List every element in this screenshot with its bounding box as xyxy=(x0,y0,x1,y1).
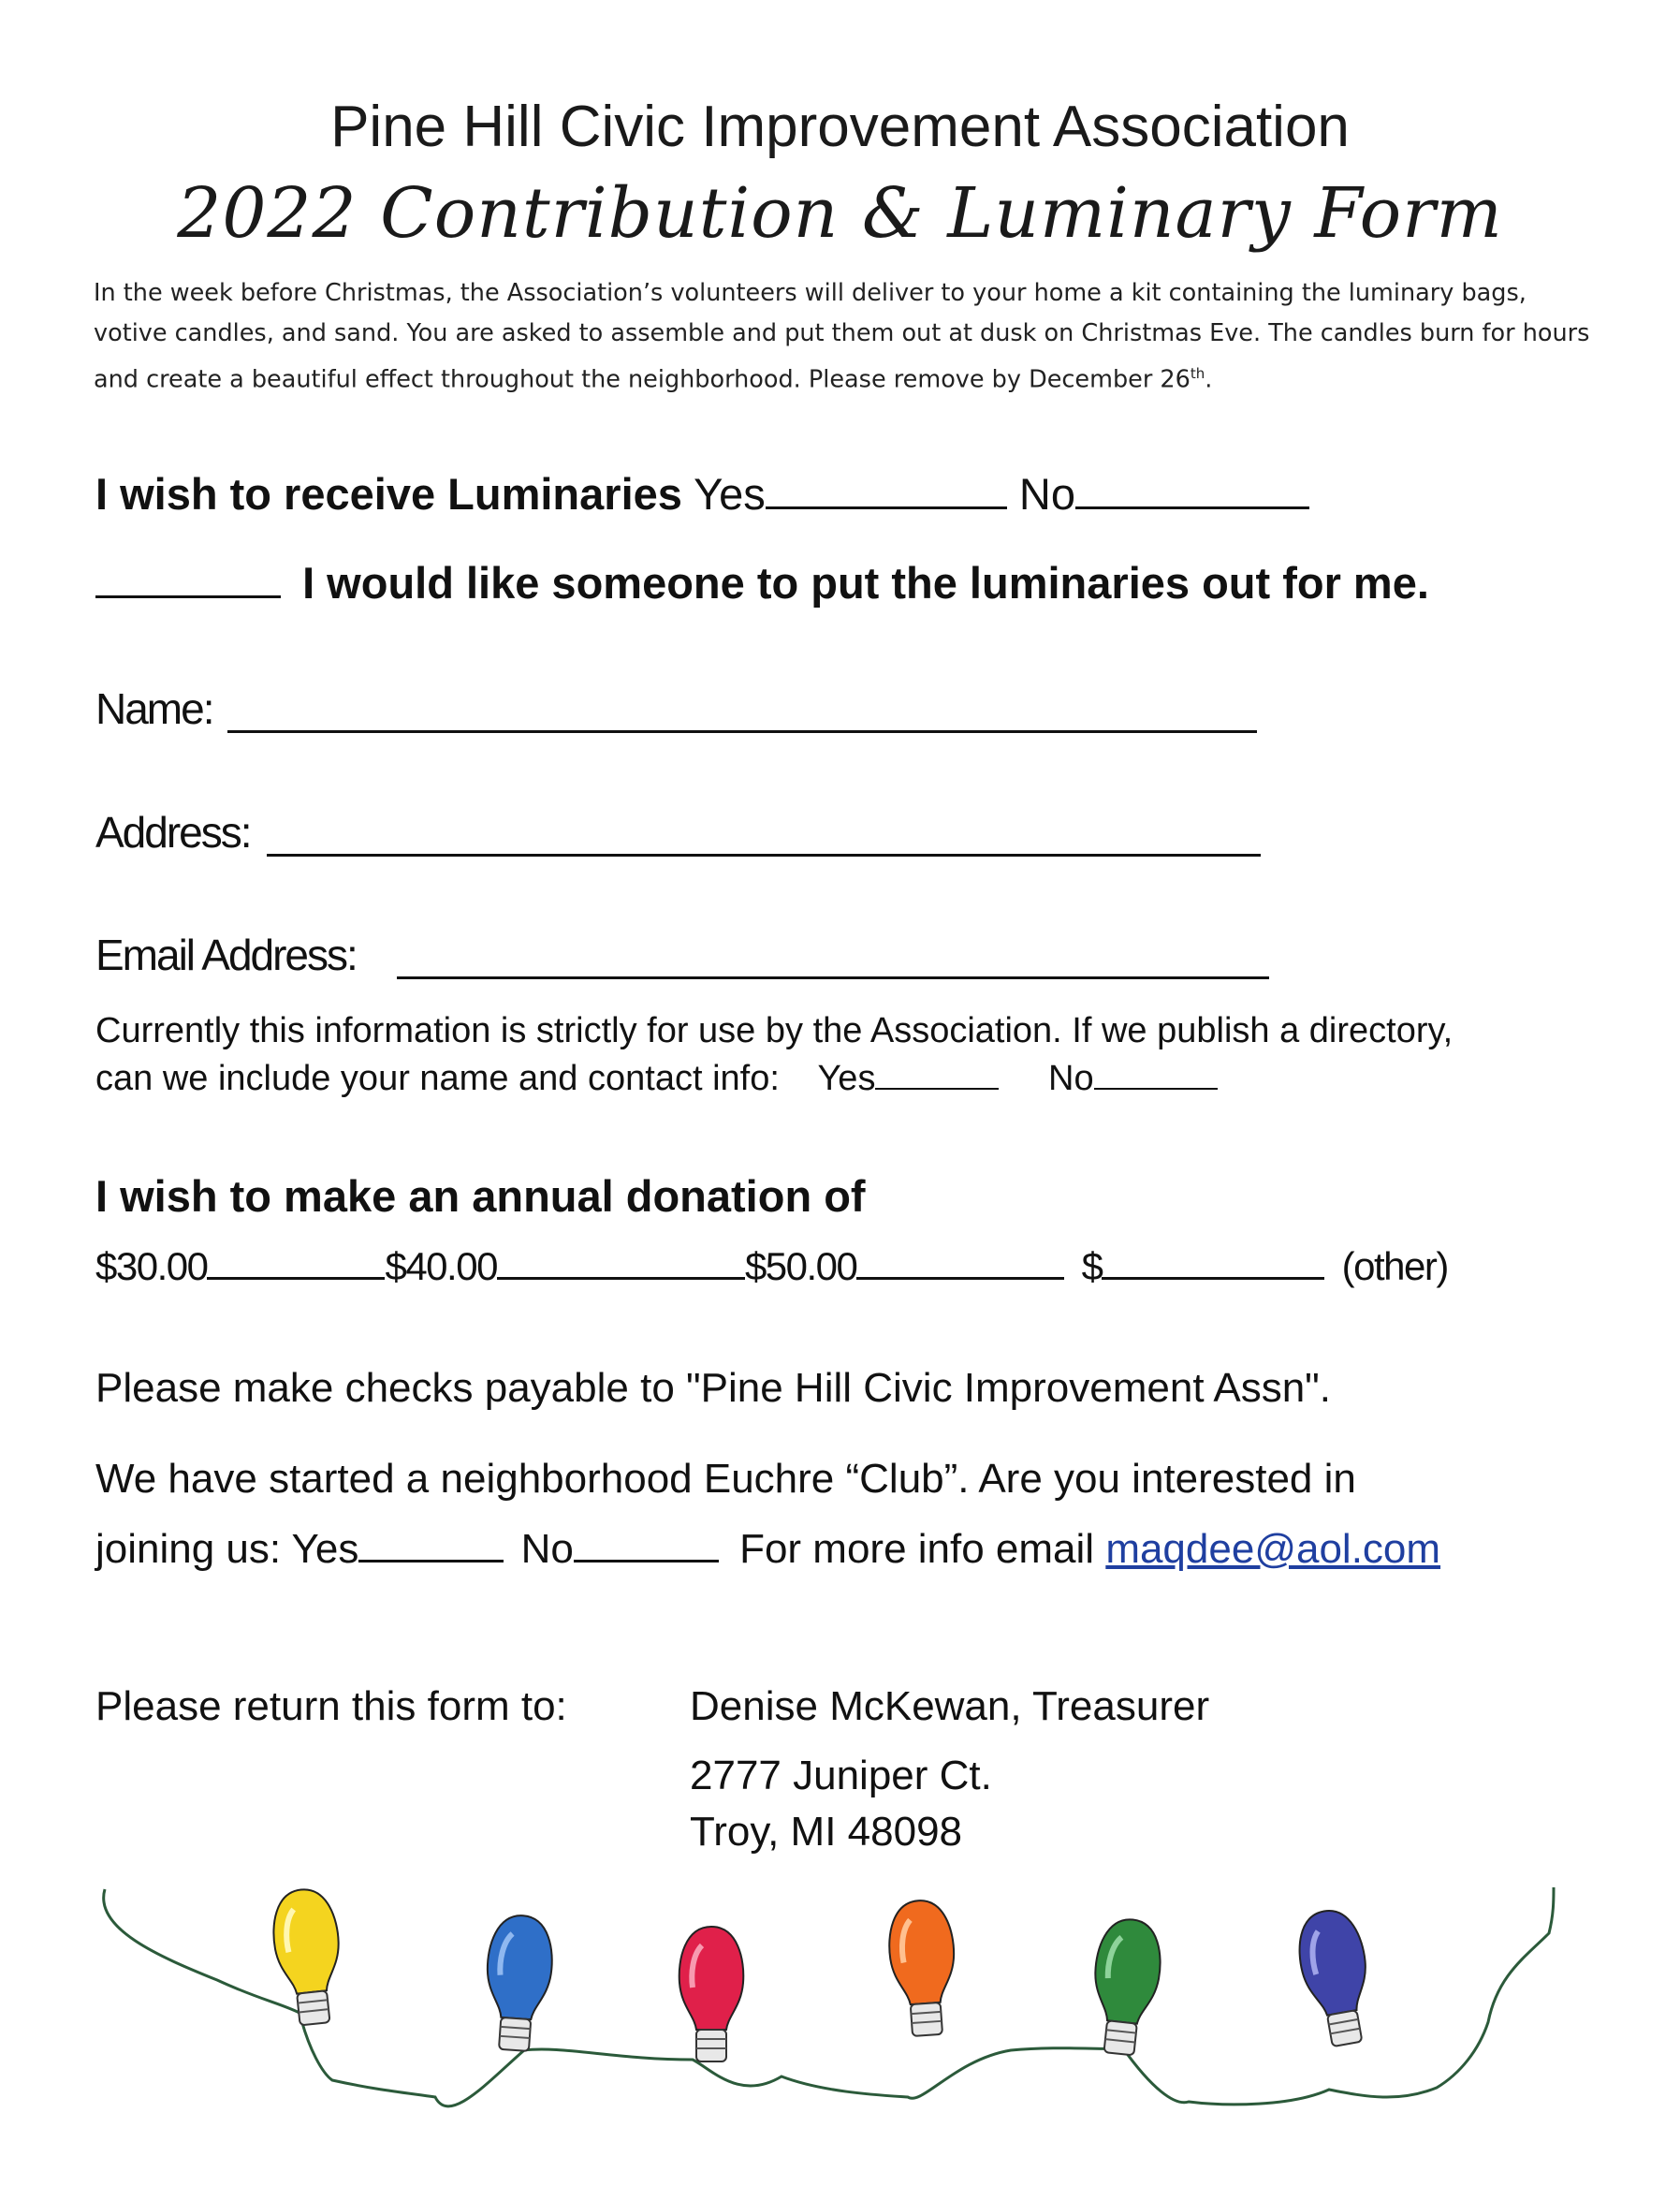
euchre-no-blank[interactable] xyxy=(574,1526,719,1562)
christmas-lights-illustration xyxy=(0,1872,1680,2116)
donation-other-label: $ xyxy=(1081,1244,1103,1288)
luminaries-yes-blank[interactable] xyxy=(766,469,1007,509)
directory-line-1: Currently this information is strictly for use by the Association. If we publish a directory, xyxy=(95,1011,1454,1050)
directory-line-2-row xyxy=(95,1054,1218,1103)
return-city: Troy, MI 48098 xyxy=(690,1809,963,1855)
email-label: Email Address: xyxy=(95,931,357,979)
directory-no-blank[interactable] xyxy=(1094,1058,1218,1090)
luminaries-help-text: I would like someone to put the luminaries out for me. xyxy=(302,558,1429,608)
euchre-yes-blank[interactable] xyxy=(358,1526,504,1562)
donation-40-blank[interactable] xyxy=(497,1243,745,1280)
bulb-orange xyxy=(886,1899,959,2037)
return-label: Please return this form to: xyxy=(95,1683,567,1729)
bulb-indigo xyxy=(1293,1906,1380,2050)
luminaries-yes-label: Yes xyxy=(694,469,766,519)
address-label: Address: xyxy=(95,808,251,857)
donation-30-label: $30.00 xyxy=(95,1244,208,1288)
euchre-line-2-row xyxy=(95,1526,1440,1573)
luminaries-no-label: No xyxy=(1018,469,1075,519)
return-street: 2777 Juniper Ct. xyxy=(690,1753,992,1798)
address-field[interactable] xyxy=(267,854,1261,857)
directory-yes-blank[interactable] xyxy=(875,1058,999,1090)
luminaries-help-blank[interactable] xyxy=(95,558,281,598)
intro-paragraph xyxy=(94,273,1591,401)
donation-other-blank[interactable] xyxy=(1102,1243,1324,1280)
name-field[interactable] xyxy=(227,730,1257,733)
email-field[interactable] xyxy=(397,976,1269,979)
intro-text: In the week before Christmas, the Association’s volunteers will deliver to your home a kit containing the luminary bags, votive candles, and sand. You are asked to assemble and put them out at dusk on Christmas Eve. The candles burn for hours and create a beautiful effect throughout the neighborhood. Please remove by December 26 xyxy=(94,279,1590,394)
bulb-blue xyxy=(482,1914,555,2052)
organization-name: Pine Hill Civic Improvement Association xyxy=(330,95,1350,159)
luminaries-no-blank[interactable] xyxy=(1075,469,1309,509)
luminaries-help-row xyxy=(95,557,1429,609)
name-label: Name: xyxy=(95,684,213,733)
intro-end: . xyxy=(1205,365,1213,394)
euchre-line-1: We have started a neighborhood Euchre “Club”. Are you interested in xyxy=(95,1456,1356,1502)
bulb-green xyxy=(1087,1916,1164,2057)
directory-line-2: can we include your name and contact info: xyxy=(95,1059,780,1098)
checks-payable-text: Please make checks payable to "Pine Hill Civic Improvement Assn". xyxy=(95,1365,1332,1411)
donation-50-blank[interactable] xyxy=(856,1243,1064,1280)
donation-other-text: (other) xyxy=(1341,1244,1448,1288)
bulb-red xyxy=(679,1927,744,2061)
directory-yes-label: Yes xyxy=(817,1059,876,1098)
euchre-more-info: For more info email xyxy=(739,1526,1095,1572)
form-title: 2022 Contribution & Luminary Form xyxy=(177,173,1503,254)
return-name: Denise McKewan, Treasurer xyxy=(690,1683,1210,1729)
luminaries-question: I wish to receive Luminaries xyxy=(95,469,682,519)
donation-heading: I wish to make an annual donation of xyxy=(95,1171,866,1221)
intro-ordinal: th xyxy=(1190,365,1205,382)
euchre-yes-label: joining us: Yes xyxy=(95,1526,359,1572)
luminaries-question-row xyxy=(95,468,1309,520)
directory-no-label: No xyxy=(1048,1059,1094,1098)
euchre-no-label: No xyxy=(520,1526,574,1572)
donation-amount-row xyxy=(95,1243,1448,1289)
euchre-email-link[interactable]: maqdee@aol.com xyxy=(1105,1526,1441,1572)
donation-50-label: $50.00 xyxy=(744,1244,857,1288)
donation-40-label: $40.00 xyxy=(385,1244,497,1288)
donation-30-blank[interactable] xyxy=(207,1243,385,1280)
